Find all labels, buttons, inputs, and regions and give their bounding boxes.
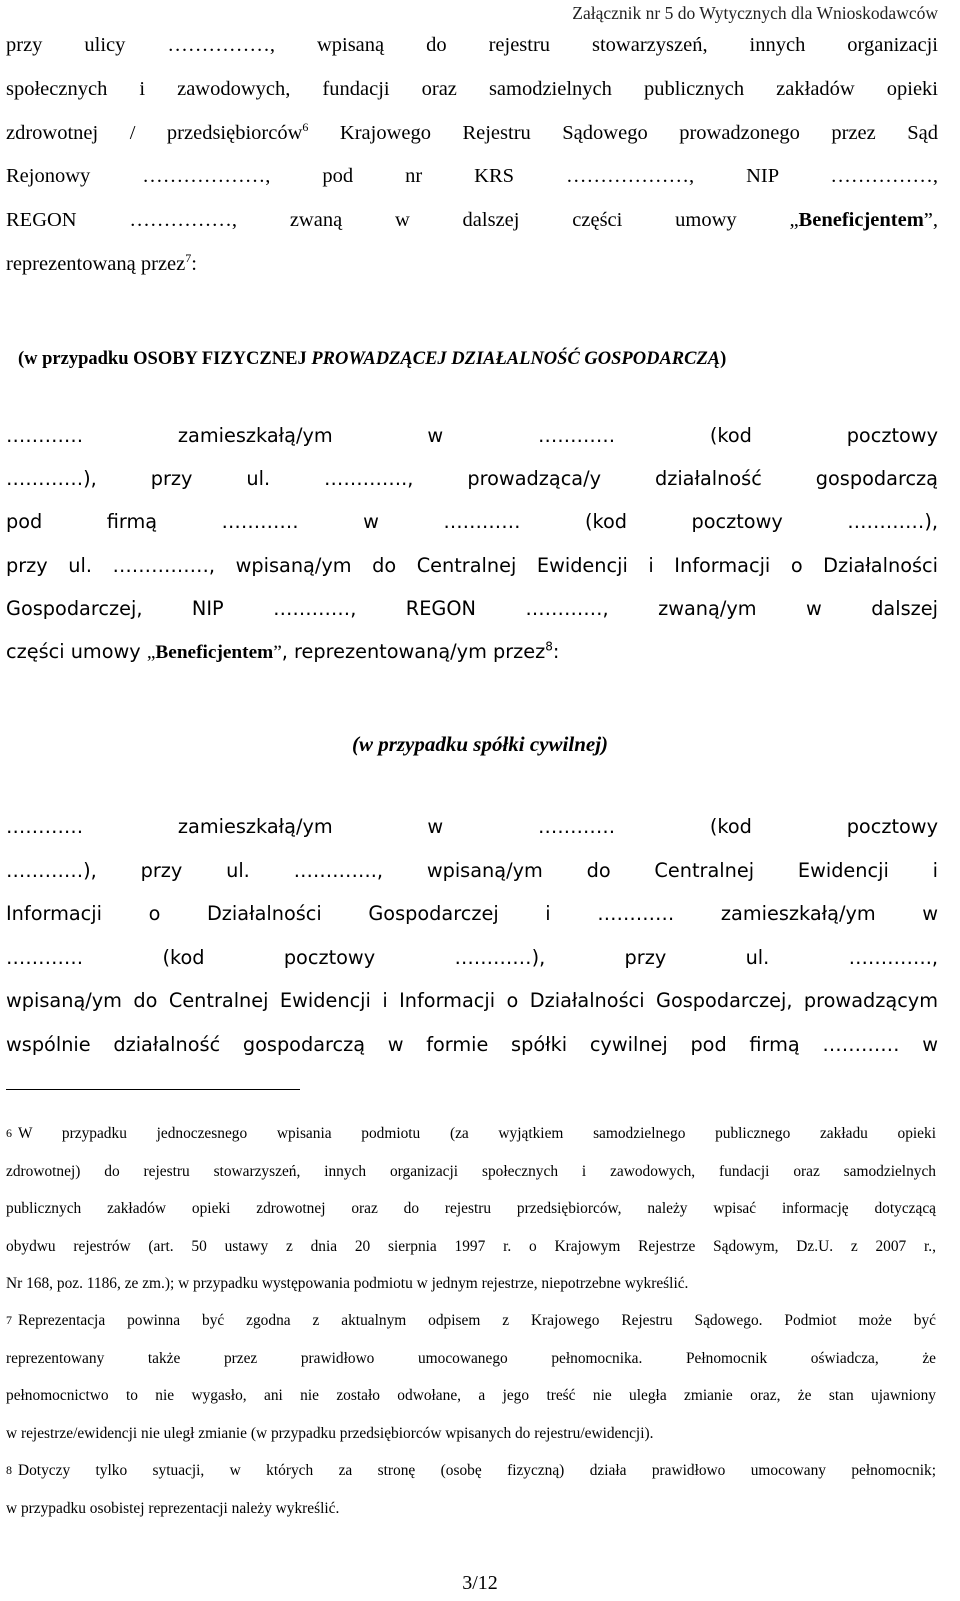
footnote-text: Reprezentacja powinna być zgodna z aktualnym odpisem z Krajowego Rejestru Sądowego. Podmiot może być: [18, 1312, 936, 1330]
footnote-number: 8: [6, 1462, 12, 1477]
footnote-line: [6, 1302, 936, 1340]
text-line: ………… (kod pocztowy …………), przy ul. ………….,: [6, 945, 938, 969]
section-heading-civil-partnership: (w przypadku spółki cywilnej): [351, 732, 609, 756]
text-line: [6, 112, 938, 156]
text-line: ………… zamieszkałą/ym w ………… (kod pocztowy: [6, 815, 938, 838]
text-fragment: REGON ……………, zwaną w dalszej części umowy: [6, 209, 737, 232]
paragraph-registry-entity: [6, 24, 938, 287]
quote-open: „: [146, 642, 156, 664]
quote-close: ”: [273, 642, 282, 664]
attachment-header: Załącznik nr 5 do Wytycznych dla Wnioskodawców: [572, 3, 938, 23]
footnote-6: [6, 1115, 936, 1302]
footnote-ref-8: 8: [545, 639, 553, 654]
footnote-text: W przypadku jednoczesnego wpisania podmiotu (za wyjątkiem samodzielnego publicznego zakładu opieki: [18, 1125, 936, 1142]
footnote-separator: [6, 1089, 300, 1090]
footnotes: [6, 1115, 936, 1527]
footnote-number: 6: [6, 1126, 12, 1140]
quote-close: ”,: [923, 209, 939, 232]
footnote-line: reprezentowany także przez prawidłowo umocowanego pełnomocnika. Pełnomocnik oświadcza, że: [6, 1350, 936, 1368]
heading-suffix: ): [720, 349, 727, 369]
footnote-line: w rejestrze/ewidencji nie uległ zmianie (w przypadku przedsiębiorców wpisanych do rejestru/ewidencji).: [6, 1424, 654, 1442]
text-fragment: części umowy: [6, 640, 141, 664]
footnote-line: zdrowotnej) do rejestru stowarzyszeń, innych organizacji społecznych i zawodowych, fundacji oraz samodzielnych: [6, 1163, 936, 1181]
colon: :: [191, 252, 197, 275]
text-line: [6, 199, 938, 243]
text-line: Rejonowy ………………, pod nr KRS ………………, NIP ……………,: [6, 165, 938, 188]
text-line: Informacji o Działalności Gospodarczej i ………… zamieszkałą/ym w: [6, 902, 938, 926]
text-fragment: , reprezentowaną/ym przez: [281, 640, 546, 664]
footnote-7: [6, 1302, 936, 1452]
text-line: ………… zamieszkałą/ym w ………… (kod pocztowy: [6, 424, 938, 447]
footnote-8: [6, 1452, 936, 1527]
text-line: wspólnie działalność gospodarczą w formie spółki cywilnej pod firmą ………… w: [6, 1032, 938, 1056]
text-line: Gospodarczej, NIP …………, REGON …………, zwaną/ym w dalszej: [6, 596, 938, 620]
quote-open: „: [789, 209, 799, 232]
text-line: przy ulicy ……………, wpisaną do rejestru stowarzyszeń, innych organizacji: [6, 34, 938, 56]
footnote-ref-6: 6: [302, 119, 309, 134]
beneficiary-term: Beneficjentem: [798, 209, 924, 232]
text-line: przy ul. ……………, wpisaną/ym do Centralnej Ewidencji i Informacji o Działalności: [6, 553, 938, 577]
footnote-line: w przypadku osobistej reprezentacji należy wykreślić.: [6, 1500, 340, 1518]
footnote-line: [6, 1452, 936, 1490]
text-line: …………), przy ul. …………., wpisaną/ym do Centralnej Ewidencji i: [6, 858, 938, 882]
page-number: 3/12: [462, 1572, 498, 1594]
text-line: [6, 630, 938, 674]
footnote-line: publicznych zakładów opieki zdrowotnej oraz do rejestru przedsiębiorców, należy wpisać informację dotyczącą: [6, 1200, 936, 1218]
text-line: pod firmą ………… w ………… (kod pocztowy …………),: [6, 510, 938, 534]
colon: :: [552, 640, 560, 664]
footnote-line: pełnomocnictwo to nie wygasło, ani nie zostało odwołane, a jego treść nie uległa zmianie oraz, że stan ujawniony: [6, 1387, 936, 1405]
footnote-number: 7: [6, 1313, 12, 1328]
paragraph-civil-partnership: [6, 805, 938, 1067]
footnote-text: Dotyczy tylko sytuacji, w których za stronę (osobę fizyczną) działa prawidłowo umocowany pełnomocnik;: [18, 1461, 936, 1479]
paragraph-natural-person: [6, 414, 938, 674]
beneficiary-term: Beneficjentem: [155, 642, 274, 664]
text-fragment: Krajowego Rejestru Sądowego prowadzonego przez Sąd: [339, 121, 938, 144]
text-fragment: zdrowotnej / przedsiębiorców: [6, 121, 303, 144]
heading-prefix: (w przypadku OSOBY FIZYCZNEJ: [18, 349, 312, 369]
heading-italic: PROWADZĄCEJ DZIAŁALNOŚĆ GOSPODARCZĄ: [311, 349, 721, 369]
footnote-line: [6, 1115, 936, 1153]
text-line: [6, 243, 938, 287]
text-line: …………), przy ul. …………., prowadząca/y działalność gospodarczą: [6, 467, 938, 491]
section-heading-natural-person: [18, 349, 726, 370]
footnote-line: obydwu rejestrów (art. 50 ustawy z dnia 20 sierpnia 1997 r. o Krajowym Rejestrze Sądowym, Dz.U. z 2007 r.,: [6, 1237, 936, 1255]
footnote-ref-7: 7: [185, 251, 192, 266]
text-line: społecznych i zawodowych, fundacji oraz samodzielnych publicznych zakładów opieki: [6, 77, 938, 100]
footnote-line: Nr 168, poz. 1186, ze zm.); w przypadku występowania podmiotu w jednym rejestrze, niepotrzebne wykreślić.: [6, 1274, 689, 1292]
text-line: wpisaną/ym do Centralnej Ewidencji i Informacji o Działalności Gospodarczej, prowadzącym: [6, 989, 938, 1013]
text-fragment: reprezentowaną przez: [6, 252, 186, 275]
